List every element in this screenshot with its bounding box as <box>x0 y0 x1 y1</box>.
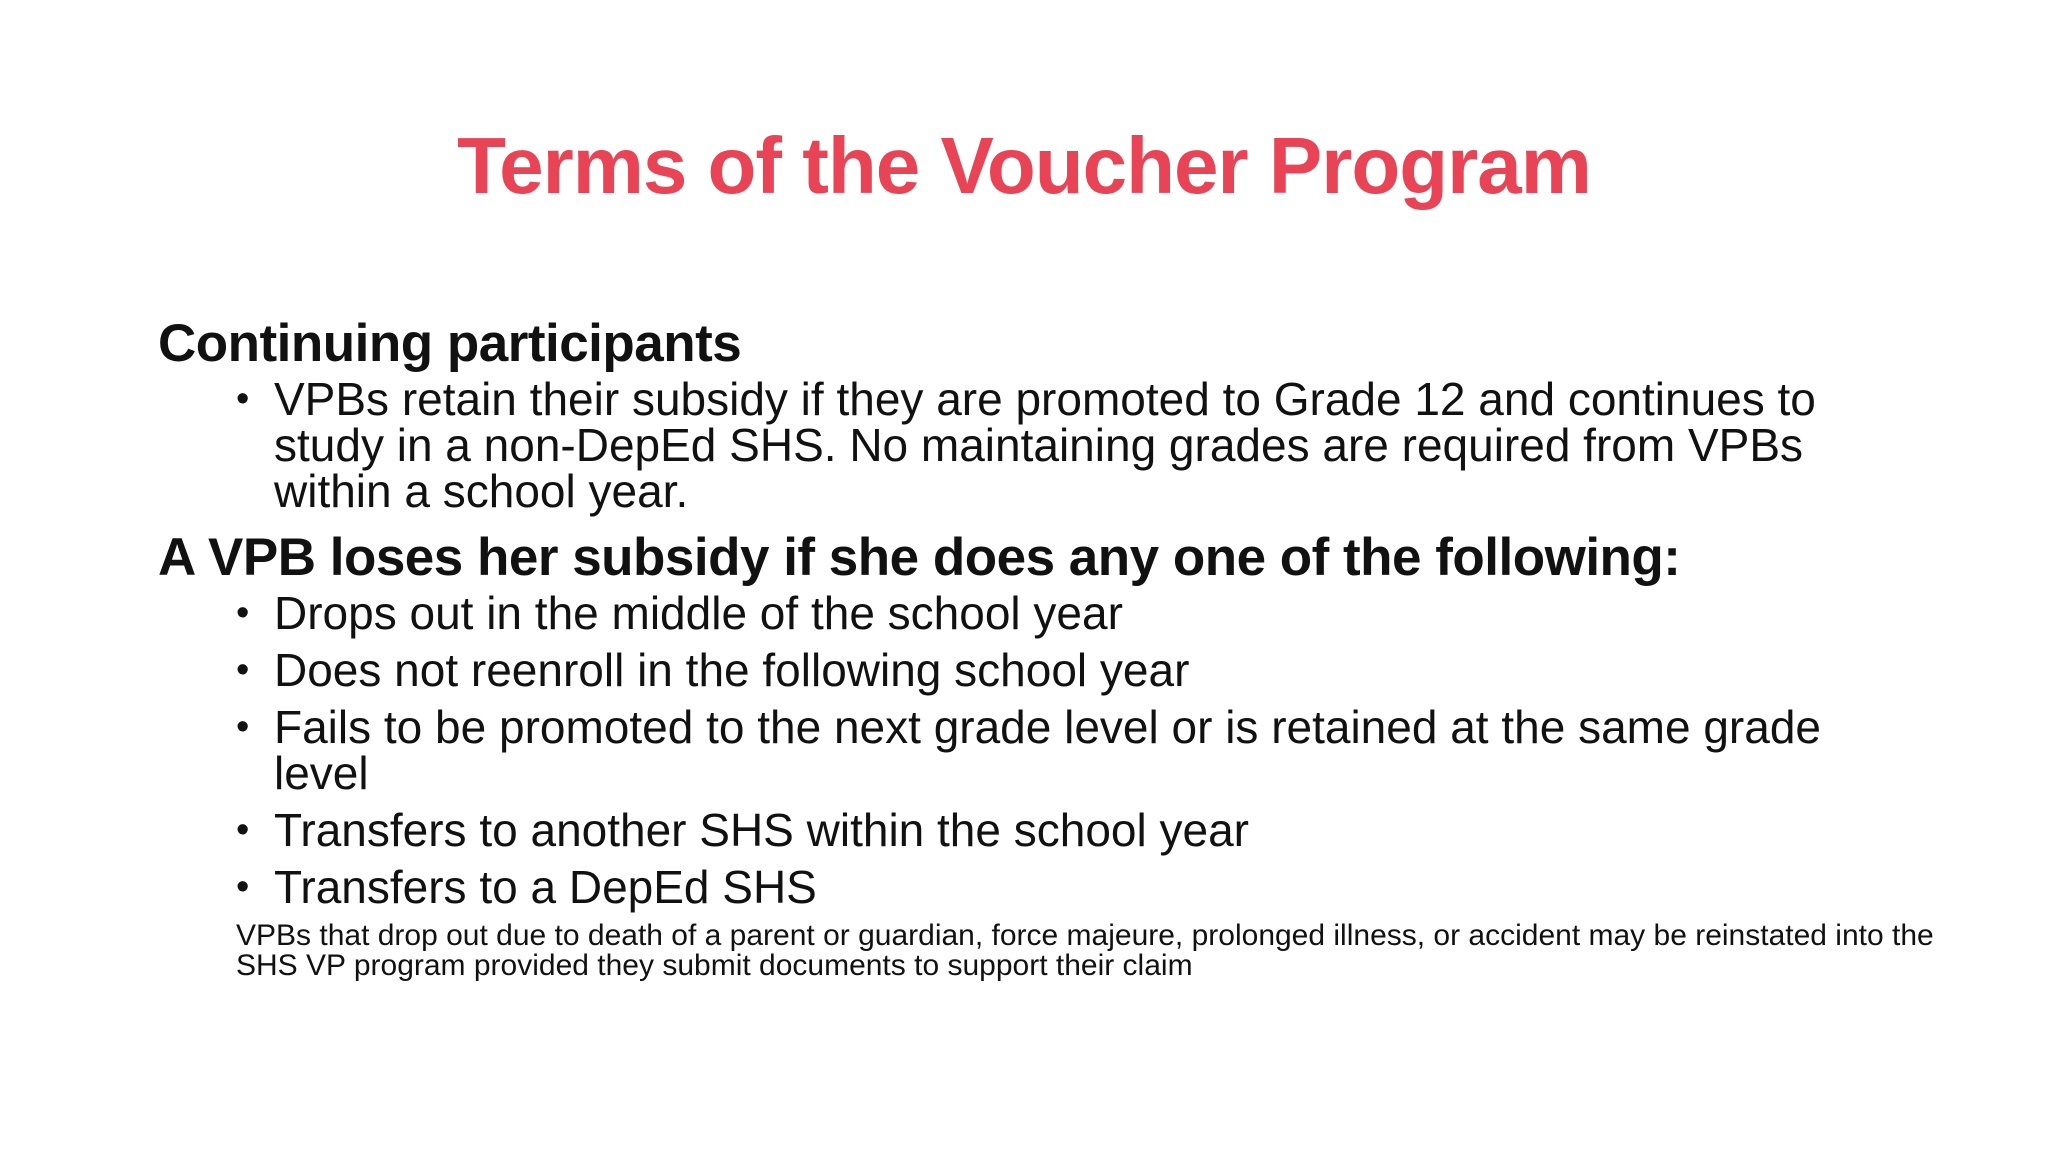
bullet-icon: • <box>236 592 250 634</box>
list-item <box>236 644 1894 696</box>
list-item-text: VPBs retain their subsidy if they are promoted to Grade 12 and continues to study in a non-DepEd SHS. No maintaining grades are required from VPBs within a school year. <box>274 373 1816 517</box>
list-item-text: Drops out in the middle of the school year <box>274 587 1123 639</box>
list-item-text: Transfers to another SHS within the school year <box>274 804 1249 856</box>
section-heading-loses-subsidy: A VPB loses her subsidy if she does any one of the following: <box>158 528 1681 587</box>
loses-subsidy-list <box>158 587 1958 913</box>
slide-title: Terms of the Voucher Program <box>457 121 1591 210</box>
section-heading-continuing-participants: Continuing participants <box>158 314 742 373</box>
bullet-icon: • <box>236 809 250 851</box>
continuing-participants-list <box>158 373 1958 517</box>
bullet-icon: • <box>236 378 250 420</box>
list-item-text: Does not reenroll in the following school year <box>274 644 1190 696</box>
bullet-icon: • <box>236 706 250 748</box>
list-item <box>236 804 1894 856</box>
slide-content <box>158 312 1958 981</box>
list-item <box>236 701 1894 799</box>
list-item-text: Transfers to a DepEd SHS <box>274 861 817 913</box>
list-item-text: Fails to be promoted to the next grade level or is retained at the same grade level <box>274 701 1821 799</box>
list-item <box>236 861 1894 913</box>
list-item <box>236 587 1894 639</box>
bullet-icon: • <box>236 866 250 908</box>
bullet-icon: • <box>236 649 250 691</box>
reinstatement-note: VPBs that drop out due to death of a parent or guardian, force majeure, prolonged illness, or accident may be reinstated into the SHS VP program provided they submit documents to support their claim <box>236 919 1934 982</box>
list-item <box>236 373 1874 517</box>
